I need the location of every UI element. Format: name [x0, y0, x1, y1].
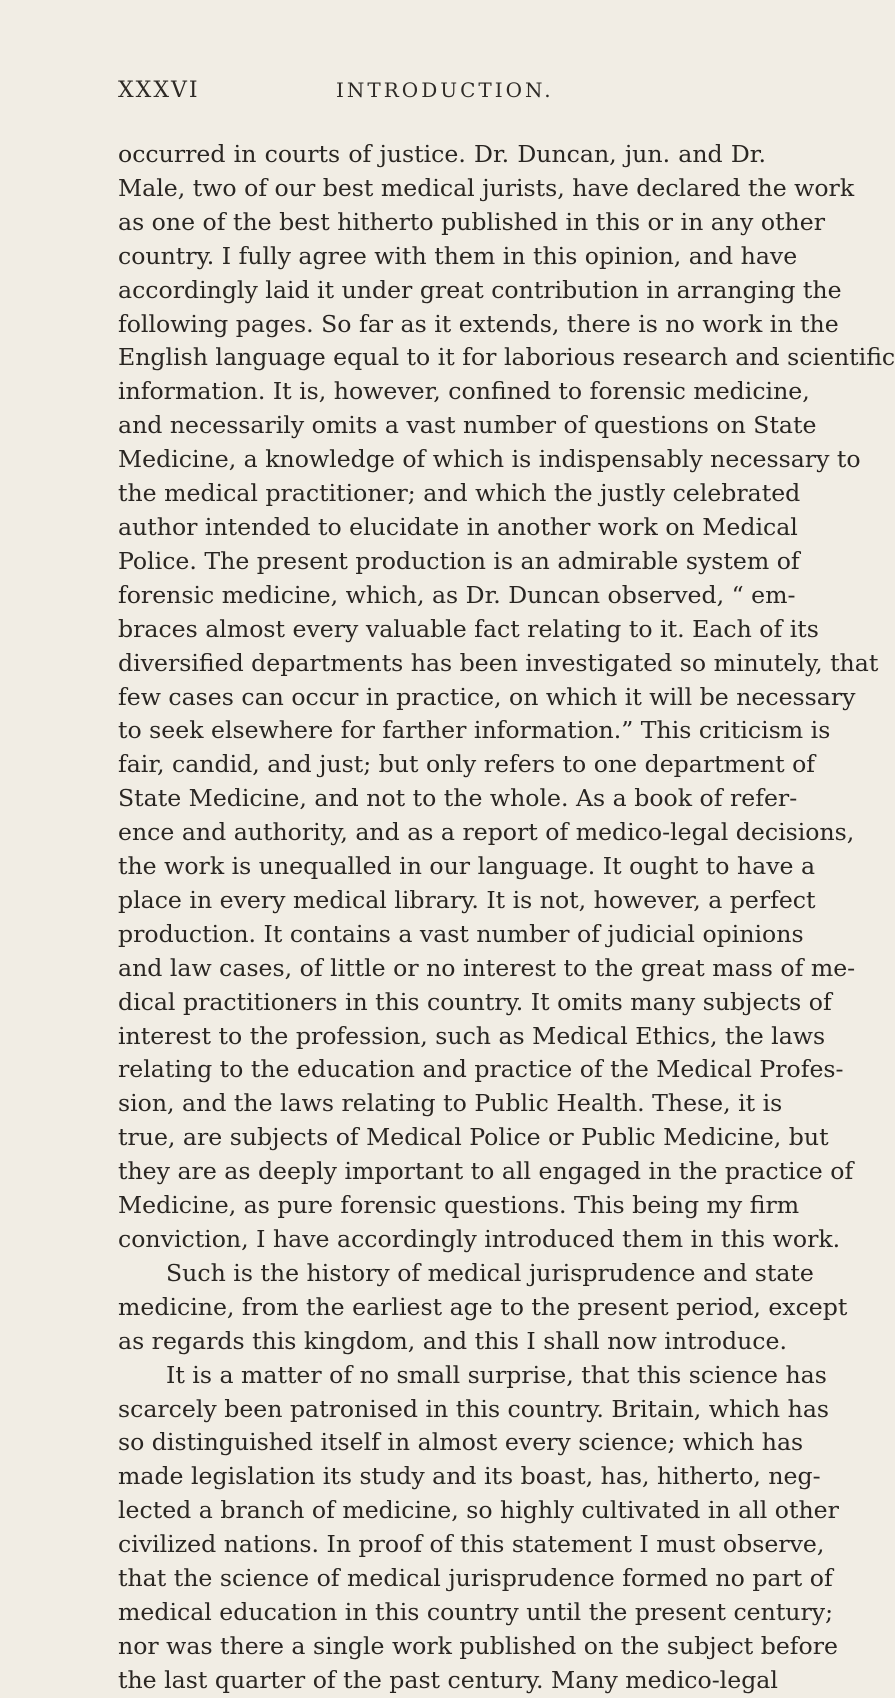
text-line: diversified departments has been investigated so minutely, that	[118, 648, 879, 677]
text-line: Police. The present production is an admirable system of	[118, 546, 800, 575]
text-line: and law cases, of little or no interest to the great mass of me-	[118, 953, 856, 982]
text-line: made legislation its study and its boast, has, hitherto, neg-	[118, 1462, 821, 1491]
text-line: occurred in courts of justice. Dr. Duncan, jun. and Dr.	[118, 140, 766, 168]
text-line: civilized nations. In proof of this statement I must observe,	[118, 1530, 825, 1559]
text-line: State Medicine, and not to the whole. As a book of refer-	[118, 784, 798, 813]
text-line: the work is unequalled in our language. It ought to have a	[118, 852, 816, 881]
text-line: relating to the education and practice of the Medical Profes-	[118, 1055, 844, 1084]
text-line: interest to the profession, such as Medical Ethics, the laws	[118, 1021, 826, 1050]
text-line: forensic medicine, which, as Dr. Duncan observed, “ em-	[118, 580, 796, 609]
text-line: so distinguished itself in almost every science; which has	[118, 1428, 804, 1457]
text-line: following pages. So far as it extends, there is no work in the	[118, 309, 839, 338]
text-line: information. It is, however, confined to forensic medicine,	[118, 377, 810, 406]
text-line: as one of the best hitherto published in this or in any other	[118, 207, 825, 236]
running-head	[118, 78, 716, 112]
running-head-title: INTRODUCTION.	[336, 78, 554, 102]
text-line: English language equal to it for laborious research and scientific	[118, 343, 895, 372]
text-line: Medicine, as pure forensic questions. This being my firm	[118, 1191, 800, 1220]
text-line: they are as deeply important to all engaged in the practice of	[118, 1157, 854, 1186]
text-line: dical practitioners in this country. It omits many subjects of	[118, 987, 832, 1016]
text-line: and necessarily omits a vast number of questions on State	[118, 411, 817, 440]
text-line: country. I fully agree with them in this opinion, and have	[118, 241, 798, 270]
text-line: the last quarter of the past century. Many medico-legal	[118, 1665, 778, 1694]
text-line: fair, candid, and just; but only refers to one department of	[118, 750, 816, 779]
text-line: as regards this kingdom, and this I shall now introduce.	[118, 1326, 787, 1355]
text-line: ence and authority, and as a report of medico-legal decisions,	[118, 818, 855, 847]
text-line: scarcely been patronised in this country. Britain, which has	[118, 1394, 829, 1423]
text-line: conviction, I have accordingly introduced them in this work.	[118, 1225, 841, 1253]
text-line: lected a branch of medicine, so highly cultivated in all other	[118, 1496, 839, 1525]
text-line: the medical practitioner; and which the justly celebrated	[118, 479, 801, 508]
text-line: medicine, from the earliest age to the present period, except	[118, 1292, 848, 1321]
text-line: that the science of medical jurisprudence formed no part of	[118, 1564, 833, 1593]
text-line: production. It contains a vast number of judicial opinions	[118, 919, 804, 948]
text-line: accordingly laid it under great contribution in arranging the	[118, 275, 842, 304]
text-line: place in every medical library. It is not, however, a perfect	[118, 885, 816, 914]
page-number: XXXVI	[118, 78, 200, 103]
text-line: author intended to elucidate in another work on Medical	[118, 512, 798, 541]
text-line: Medicine, a knowledge of which is indispensably necessary to	[118, 445, 861, 474]
text-line: true, are subjects of Medical Police or Public Medicine, but	[118, 1123, 829, 1152]
text-line: braces almost every valuable fact relating to it. Each of its	[118, 614, 819, 643]
text-line: to seek elsewhere for farther information.” This criticism is	[118, 716, 831, 745]
text-line: Male, two of our best medical jurists, have declared the work	[118, 173, 855, 202]
paragraph-start-line: Such is the history of medical jurisprudence and state	[166, 1258, 814, 1287]
text-line: nor was there a single work published on the subject before	[118, 1631, 838, 1660]
text-line: few cases can occur in practice, on which it will be necessary	[118, 682, 856, 711]
body-text	[118, 138, 895, 1698]
text-line: sion, and the laws relating to Public Health. These, it is	[118, 1089, 783, 1118]
text-line: medical education in this country until the present century;	[118, 1597, 834, 1626]
paragraph-start-line: It is a matter of no small surprise, that this science has	[166, 1360, 827, 1389]
